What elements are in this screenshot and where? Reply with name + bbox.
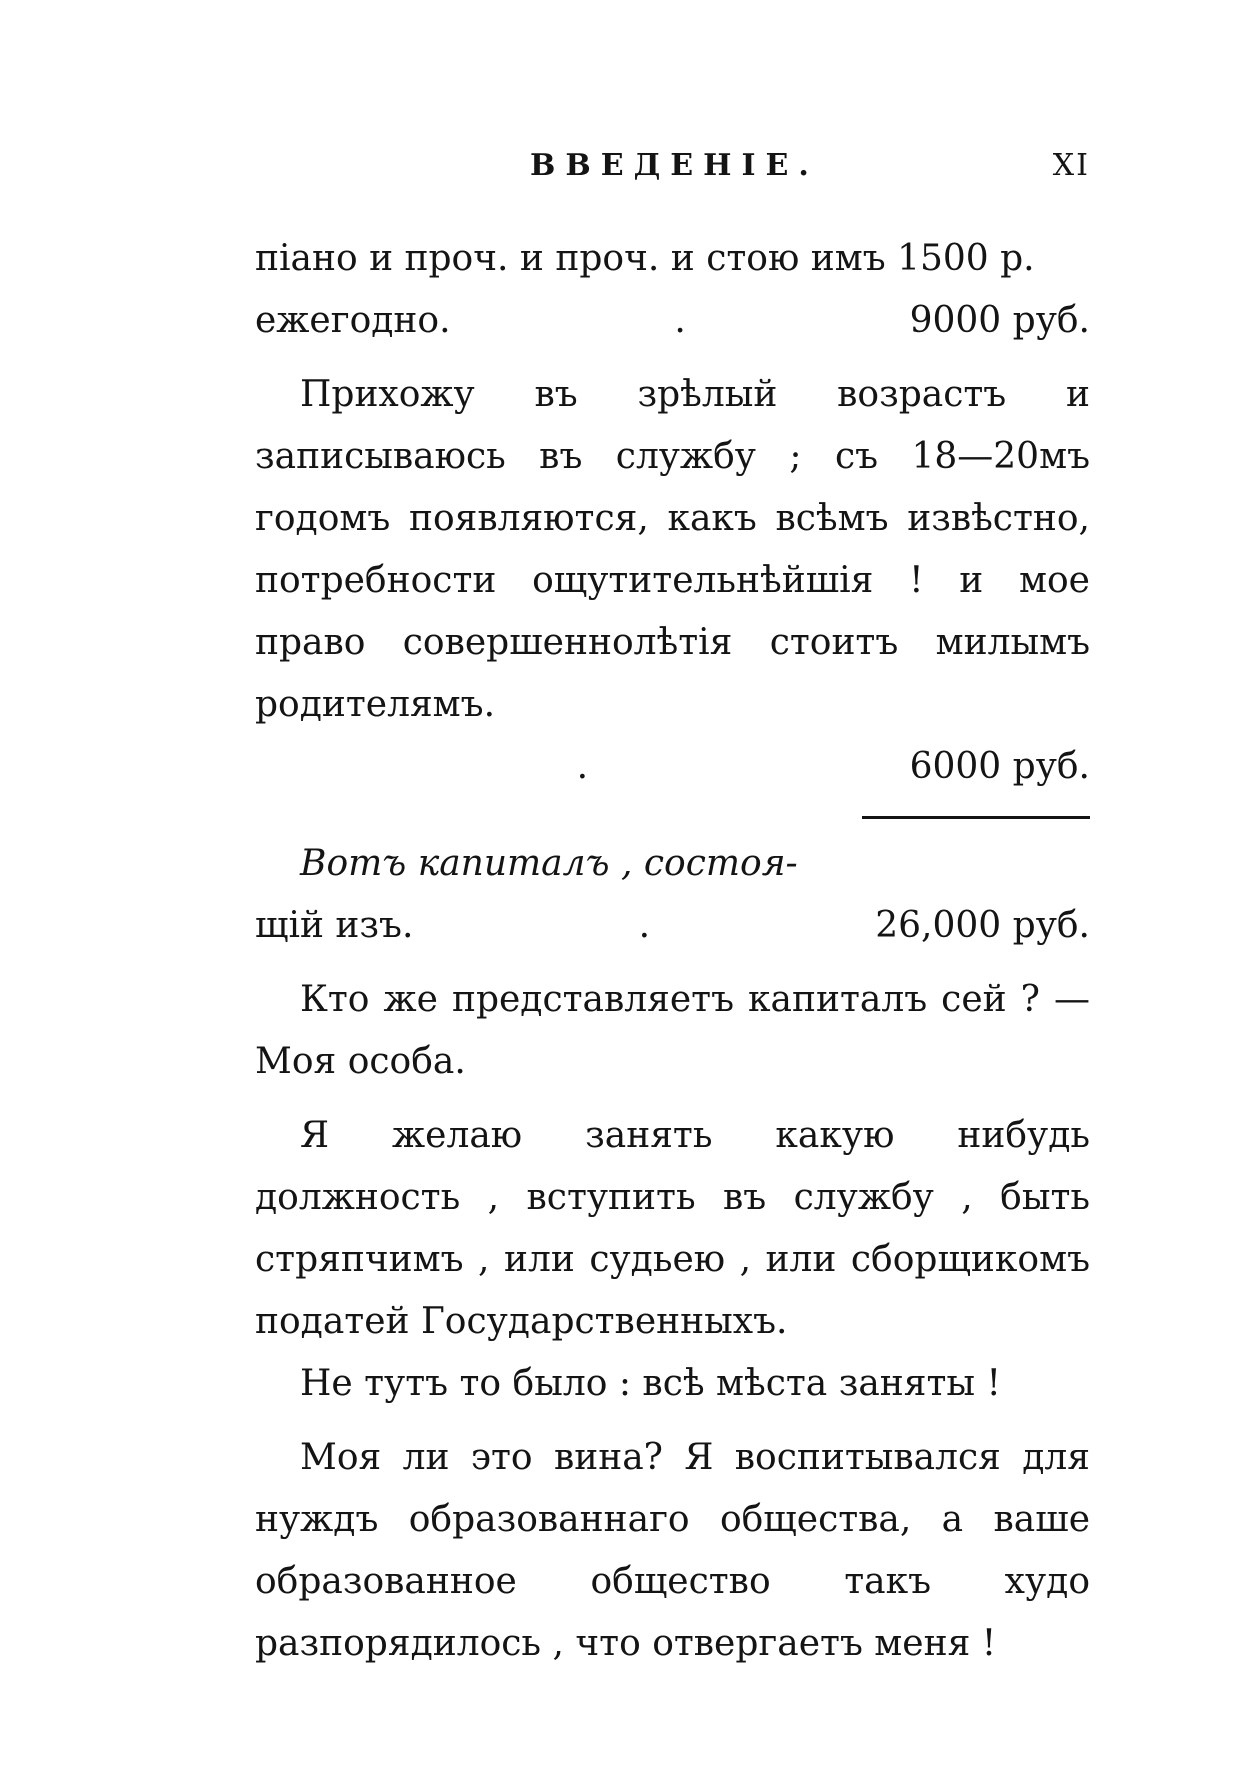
leader-dot: . xyxy=(576,746,589,787)
paragraph-3-amount-row xyxy=(255,895,1090,957)
amount-6000: 6000 руб. xyxy=(909,746,1090,787)
sum-rule xyxy=(862,816,1090,819)
paragraph-4: Кто же представляетъ капиталъ сей ? — Моя особа. xyxy=(255,979,1090,1082)
leader-dot: . xyxy=(674,300,686,341)
paragraph-1-amount-row xyxy=(255,290,1090,352)
paragraph-1-label: ежегодно. xyxy=(255,300,451,341)
running-title: ВВЕДЕНІЕ. xyxy=(530,148,819,183)
paragraph-3-line-1: Вотъ капиталъ , состоя- xyxy=(300,843,798,884)
paragraph-3-label: щій изъ. xyxy=(255,905,414,946)
paragraph-2 xyxy=(255,364,1090,736)
leader-dot: . xyxy=(638,905,651,946)
paragraph-1-line-1: піано и проч. и проч. и стою имъ 1500 р. xyxy=(255,238,1035,279)
paragraph-2-amount-row xyxy=(255,736,1090,798)
page-header xyxy=(255,148,1090,198)
paragraph-5: Я желаю занять какую нибудь должность , вступить въ службу , быть стряпчимъ , или судьею , или сборщикомъ податей Государственныхъ. xyxy=(255,1115,1090,1342)
paragraph-6: Не тутъ то было : всѣ мѣста заняты ! xyxy=(300,1363,1001,1404)
paragraph-2-text: Прихожу въ зрѣлый возрастъ и записываюсь въ службу ; съ 18—20мъ годомъ появляются, какъ всѣмъ извѣстно, потребности ощутительнѣйшія ! и мое право совершеннолѣтія стоитъ милымъ родителямъ. xyxy=(255,374,1090,725)
page-number: XI xyxy=(1052,148,1090,183)
amount-total: 26,000 руб. xyxy=(875,905,1090,946)
paragraph-7: Моя ли это вина? Я воспитывался для нуждъ образованнаго общества, а ваше образованное общество такъ худо разпорядилось , что отвергаетъ меня ! xyxy=(255,1437,1090,1664)
body-text xyxy=(255,228,1090,1675)
amount-9000: 9000 руб. xyxy=(909,300,1090,341)
